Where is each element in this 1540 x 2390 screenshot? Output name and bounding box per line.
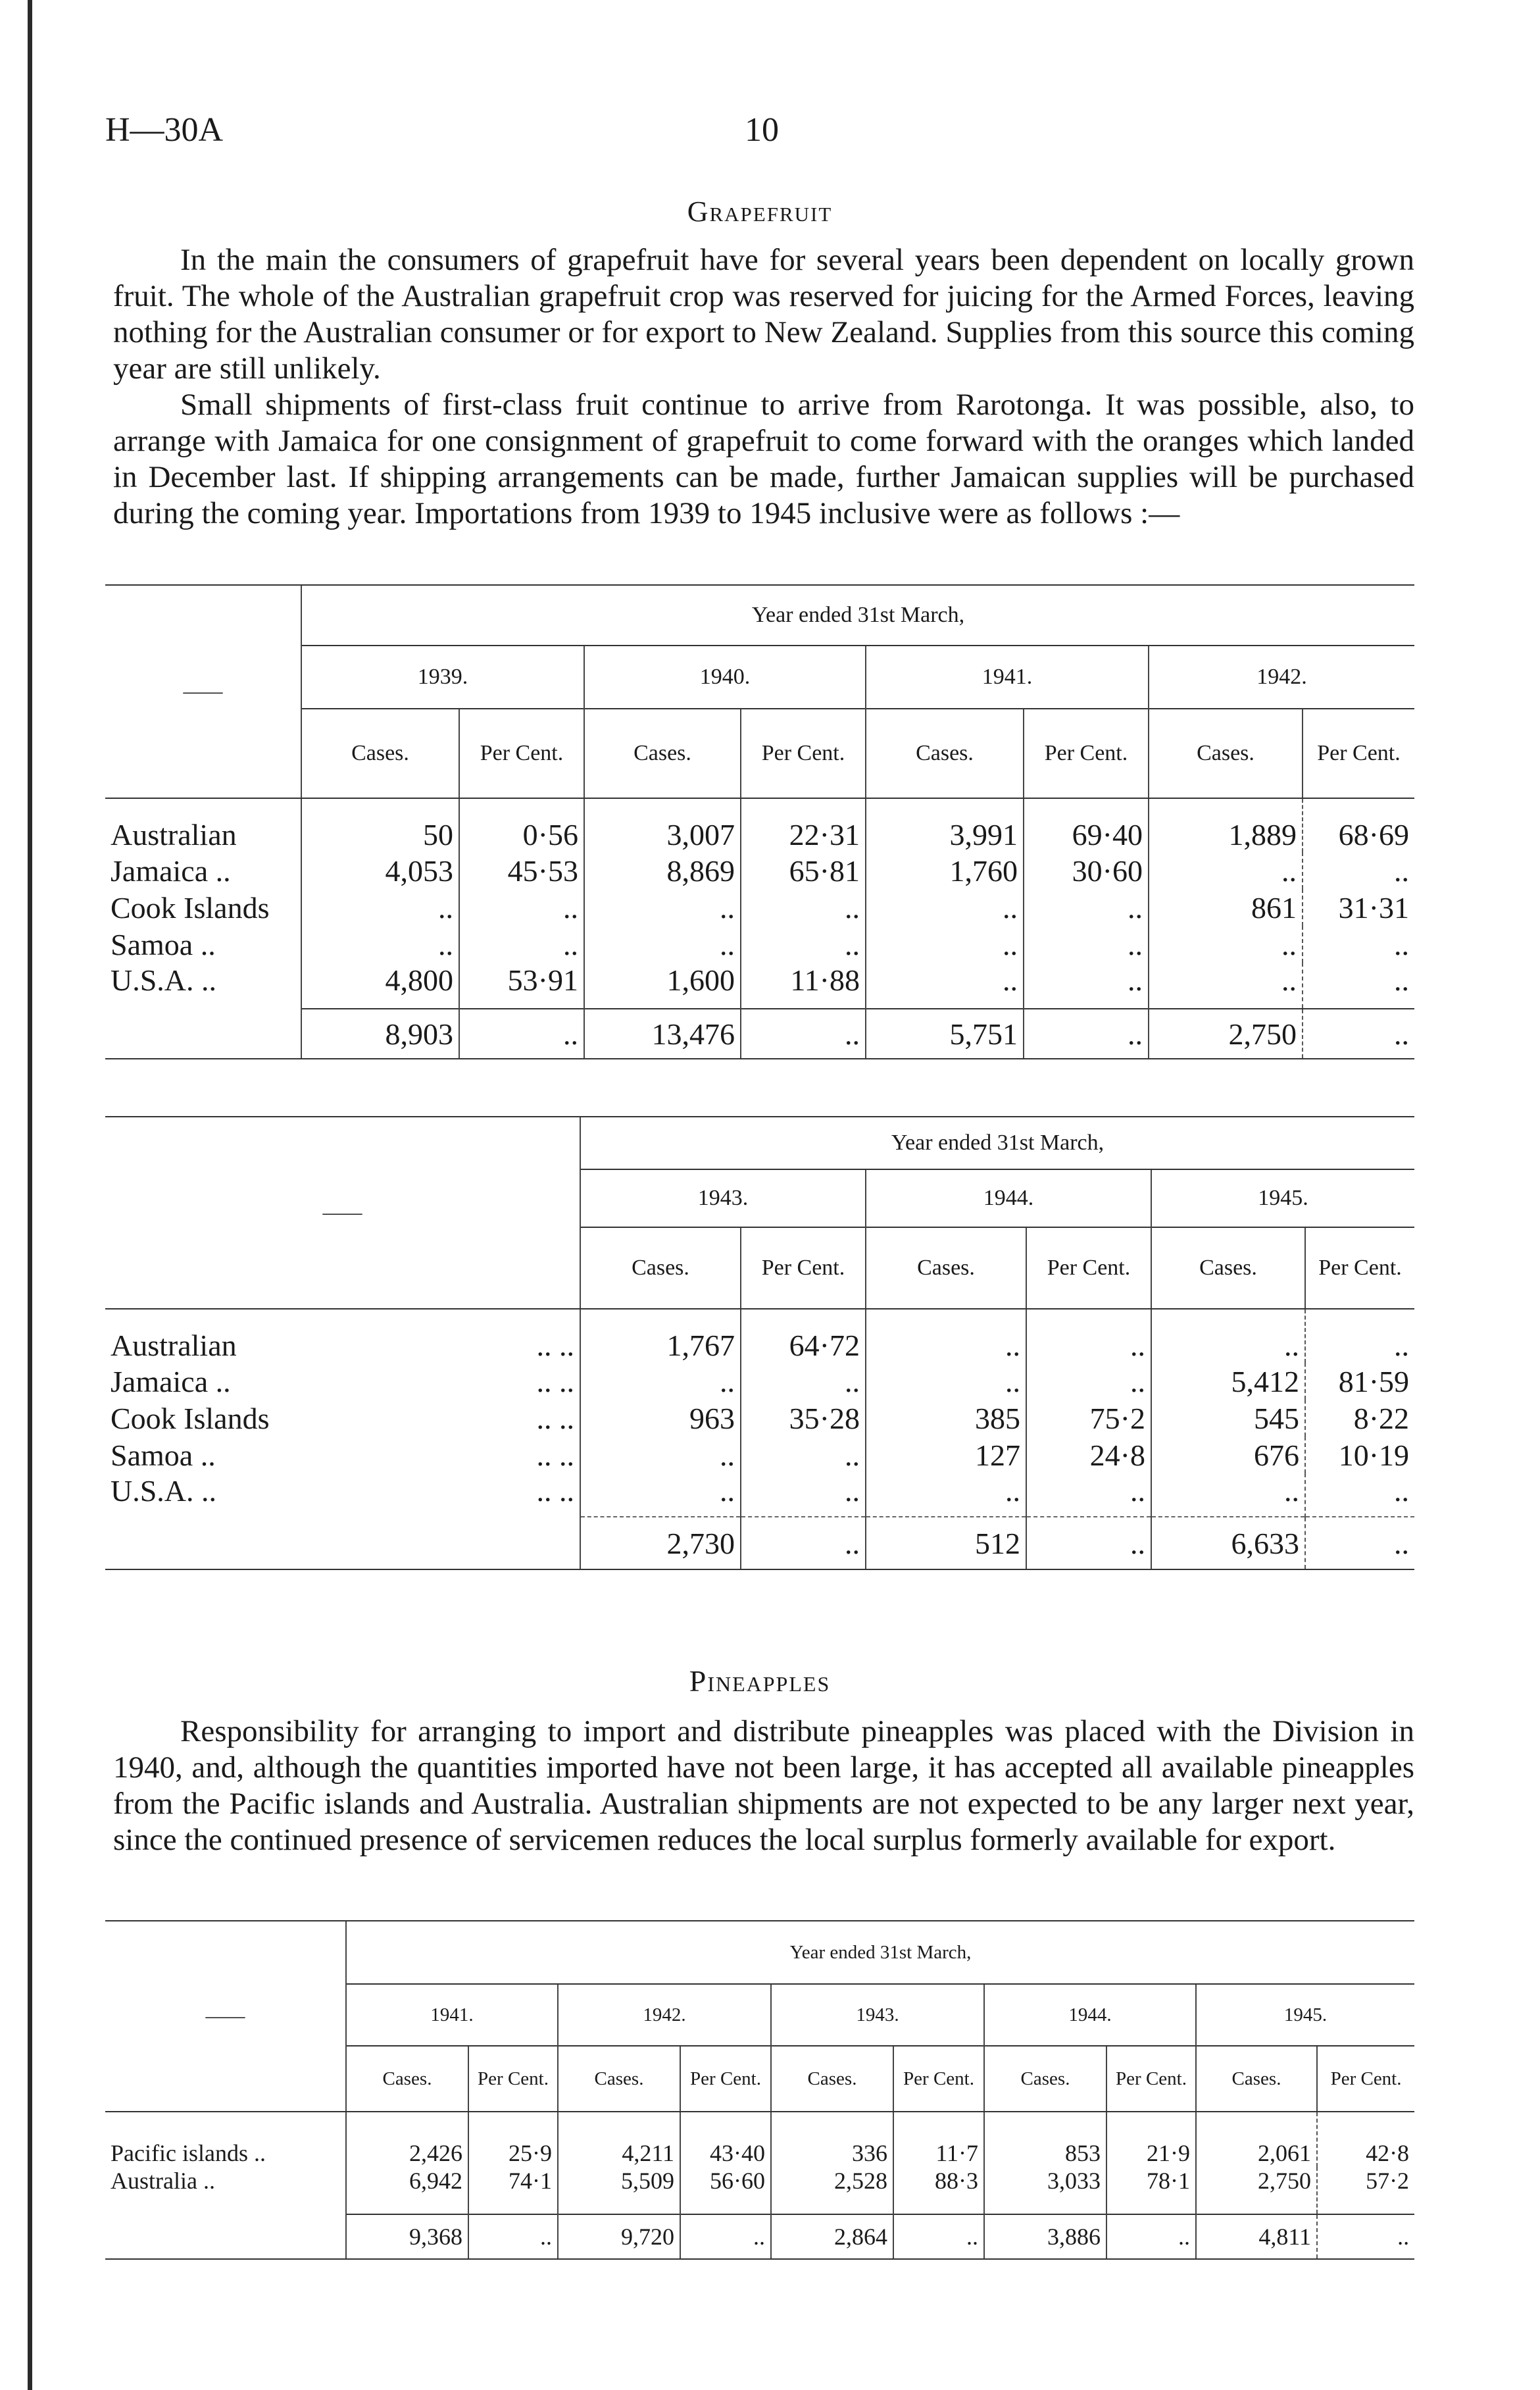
table-cell: 963 bbox=[580, 1400, 741, 1437]
table2-percent-header: Per Cent. bbox=[1305, 1227, 1414, 1309]
table3-percent-header: Per Cent. bbox=[1106, 2046, 1196, 2112]
total-cell: 2,730 bbox=[580, 1517, 741, 1569]
row-label-cell bbox=[105, 1309, 580, 1363]
table-cell: 43·40 bbox=[680, 2112, 771, 2167]
table-cell: 88·3 bbox=[893, 2167, 984, 2214]
table3-cases-header: Cases. bbox=[346, 2046, 468, 2112]
table-cell: .. bbox=[1024, 889, 1149, 926]
table3-cases-header: Cases. bbox=[558, 2046, 680, 2112]
pineapples-heading bbox=[105, 1664, 1414, 1698]
table-cell: 1,767 bbox=[580, 1309, 741, 1363]
table-row bbox=[105, 2167, 1414, 2214]
table-cell: .. bbox=[1305, 1473, 1414, 1517]
table3-year-heading: Year ended 31st March, bbox=[346, 1921, 1414, 1984]
table-cell: .. bbox=[1151, 1309, 1305, 1363]
total-cell: 4,811 bbox=[1196, 2214, 1317, 2259]
total-cell: .. bbox=[741, 1517, 866, 1569]
grapefruit-text bbox=[113, 242, 1414, 532]
total-cell: .. bbox=[741, 1009, 866, 1059]
table-cell: 24·8 bbox=[1026, 1437, 1151, 1473]
table-cell: 78·1 bbox=[1106, 2167, 1196, 2214]
table1-cases-header: Cases. bbox=[301, 709, 459, 798]
table-cell: .. bbox=[1024, 963, 1149, 1009]
table-cell: 64·72 bbox=[741, 1309, 866, 1363]
table-cell: 127 bbox=[866, 1437, 1026, 1473]
pineapples-paragraph-1: Responsibility for arranging to import and distribute pineapples was placed with the Division in 1940, and, although the quantities imported have not been large, it has accepted all available pineapples from the Pacific islands and Australia. Australian shipments are not expected to be any larger next year, since the continued presence of servicemen reduces the local surplus formerly available for export. bbox=[113, 1714, 1414, 1857]
row-label: Jamaica .. bbox=[111, 853, 231, 888]
table1-percent-header: Per Cent. bbox=[459, 709, 584, 798]
table-cell: 31·31 bbox=[1303, 889, 1414, 926]
row-label: Australian bbox=[111, 1329, 237, 1362]
table-cell: 21·9 bbox=[1106, 2112, 1196, 2167]
row-label: Samoa .. bbox=[111, 927, 216, 961]
table3-year: 1941. bbox=[346, 1984, 558, 2046]
table2-year-heading: Year ended 31st March, bbox=[580, 1117, 1414, 1169]
table-cell: 57·2 bbox=[1317, 2167, 1414, 2214]
table2-year: 1944. bbox=[866, 1169, 1151, 1227]
table2-year: 1943. bbox=[580, 1169, 866, 1227]
table-cell: .. bbox=[301, 889, 459, 926]
table-cell: .. bbox=[1303, 963, 1414, 1009]
table-cell: 385 bbox=[866, 1400, 1026, 1437]
table-cell: 4,211 bbox=[558, 2112, 680, 2167]
table-cell: 56·60 bbox=[680, 2167, 771, 2214]
table-cell: .. bbox=[301, 926, 459, 963]
grapefruit-table-1939-1942 bbox=[105, 584, 1414, 1059]
grapefruit-paragraph-2: Small shipments of first-class fruit continue to arrive from Rarotonga. It was possible, also, to arrange with Jamaica for one consignment of grapefruit to come forward with the oranges which landed in December last. If shipping arrangements can be made, further Jamaican supplies will be purchased during the coming year. Importations from 1939 to 1945 inclusive were as follows :— bbox=[113, 388, 1414, 530]
table-row bbox=[105, 1363, 1414, 1400]
total-cell: .. bbox=[1024, 1009, 1149, 1059]
grapefruit-paragraph-1: In the main the consumers of grapefruit have for several years been dependent on locally grown fruit. The whole of the Australian grapefruit crop was reserved for juicing for the Armed Forces, leaving nothing for the Australian consumer or for export to New Zealand. Supplies from this source this coming year are still unlikely. bbox=[113, 243, 1414, 386]
table3-percent-header: Per Cent. bbox=[468, 2046, 558, 2112]
row-label: Jamaica .. bbox=[111, 1364, 231, 1398]
table-cell: .. bbox=[1026, 1309, 1151, 1363]
table-cell: 2,061 bbox=[1196, 2112, 1317, 2167]
row-leader: .. .. bbox=[536, 1364, 574, 1398]
total-cell: .. bbox=[1303, 1009, 1414, 1059]
grapefruit-heading-text: Grapefruit bbox=[687, 195, 833, 228]
table2-stub: —— bbox=[105, 1117, 580, 1309]
row-label: Samoa .. bbox=[111, 1438, 216, 1472]
pineapples-table-1941-1945 bbox=[105, 1920, 1414, 2260]
table-cell: 68·69 bbox=[1303, 798, 1414, 852]
totals-row bbox=[105, 1517, 1414, 1569]
table-cell: 1,760 bbox=[866, 852, 1024, 889]
running-head bbox=[105, 111, 1414, 157]
table-cell: 4,053 bbox=[301, 852, 459, 889]
table-cell: .. bbox=[741, 1363, 866, 1400]
totals-stub bbox=[105, 1009, 301, 1059]
table-cell: 4,800 bbox=[301, 963, 459, 1009]
table1-cases-header: Cases. bbox=[1149, 709, 1303, 798]
table-cell: 25·9 bbox=[468, 2112, 558, 2167]
total-cell: 8,903 bbox=[301, 1009, 459, 1059]
table2-percent-header: Per Cent. bbox=[741, 1227, 866, 1309]
table-cell: .. bbox=[1149, 926, 1303, 963]
table-cell: 5,412 bbox=[1151, 1363, 1305, 1400]
total-cell: .. bbox=[1106, 2214, 1196, 2259]
row-label: Pacific islands .. bbox=[111, 2140, 266, 2166]
table1-year: 1942. bbox=[1149, 646, 1414, 709]
table1-percent-header: Per Cent. bbox=[1303, 709, 1414, 798]
table3-year: 1945. bbox=[1196, 1984, 1414, 2046]
table3-stub: —— bbox=[105, 1921, 346, 2112]
total-cell: .. bbox=[680, 2214, 771, 2259]
row-label: Australia .. bbox=[111, 2168, 215, 2194]
table-cell: 50 bbox=[301, 798, 459, 852]
totals-stub bbox=[105, 2214, 346, 2259]
table-cell: 1,889 bbox=[1149, 798, 1303, 852]
table1-percent-header: Per Cent. bbox=[1024, 709, 1149, 798]
grapefruit-heading bbox=[105, 195, 1414, 228]
table-cell: .. bbox=[1026, 1473, 1151, 1517]
total-cell: .. bbox=[459, 1009, 584, 1059]
table-cell: 3,991 bbox=[866, 798, 1024, 852]
table-cell: .. bbox=[1151, 1473, 1305, 1517]
table-cell: .. bbox=[1149, 852, 1303, 889]
table-cell: 8,869 bbox=[584, 852, 741, 889]
table-cell: .. bbox=[1303, 926, 1414, 963]
table1-year: 1941. bbox=[866, 646, 1149, 709]
row-leader: .. .. bbox=[536, 1401, 574, 1435]
table3-cases-header: Cases. bbox=[984, 2046, 1106, 2112]
page-edge-rule bbox=[28, 0, 32, 2390]
table-cell: 74·1 bbox=[468, 2167, 558, 2214]
table-cell: 861 bbox=[1149, 889, 1303, 926]
row-label: Cook Islands bbox=[111, 890, 270, 925]
total-cell: 13,476 bbox=[584, 1009, 741, 1059]
table3-year: 1943. bbox=[771, 1984, 984, 2046]
document-code: H—30A bbox=[105, 111, 224, 149]
row-label: Cook Islands bbox=[111, 1401, 270, 1435]
table-cell: 11·7 bbox=[893, 2112, 984, 2167]
table1-cases-header: Cases. bbox=[866, 709, 1024, 798]
total-cell: 9,368 bbox=[346, 2214, 468, 2259]
total-cell: .. bbox=[1317, 2214, 1414, 2259]
table-cell: 10·19 bbox=[1305, 1437, 1414, 1473]
table-cell: .. bbox=[866, 889, 1024, 926]
table-cell: .. bbox=[1024, 926, 1149, 963]
table1-year-heading: Year ended 31st March, bbox=[301, 585, 1414, 646]
table-cell: 65·81 bbox=[741, 852, 866, 889]
pineapples-heading-text: Pineapples bbox=[689, 1664, 831, 1698]
total-cell: .. bbox=[1026, 1517, 1151, 1569]
table-cell: .. bbox=[1305, 1309, 1414, 1363]
table-cell: .. bbox=[866, 1473, 1026, 1517]
table-cell: 75·2 bbox=[1026, 1400, 1151, 1437]
table-cell: 45·53 bbox=[459, 852, 584, 889]
table-cell: 853 bbox=[984, 2112, 1106, 2167]
total-cell: 2,864 bbox=[771, 2214, 893, 2259]
table-cell: 6,942 bbox=[346, 2167, 468, 2214]
table-cell: 2,426 bbox=[346, 2112, 468, 2167]
table2-cases-header: Cases. bbox=[1151, 1227, 1305, 1309]
totals-stub bbox=[105, 1517, 580, 1569]
totals-row bbox=[105, 1009, 1414, 1059]
table-cell: .. bbox=[866, 1363, 1026, 1400]
table-cell: 2,750 bbox=[1196, 2167, 1317, 2214]
table1-year: 1940. bbox=[584, 646, 866, 709]
table-cell: 22·31 bbox=[741, 798, 866, 852]
table-cell: .. bbox=[866, 1309, 1026, 1363]
table-cell: 5,509 bbox=[558, 2167, 680, 2214]
table-cell: 3,033 bbox=[984, 2167, 1106, 2214]
table2-percent-header: Per Cent. bbox=[1026, 1227, 1151, 1309]
table3-year: 1944. bbox=[984, 1984, 1196, 2046]
table-cell: .. bbox=[459, 889, 584, 926]
table-cell: 53·91 bbox=[459, 963, 584, 1009]
table-cell: .. bbox=[866, 926, 1024, 963]
table3-percent-header: Per Cent. bbox=[893, 2046, 984, 2112]
total-cell: 3,886 bbox=[984, 2214, 1106, 2259]
table-cell: .. bbox=[741, 1473, 866, 1517]
table3-cases-header: Cases. bbox=[1196, 2046, 1317, 2112]
table-row bbox=[105, 926, 1414, 963]
total-cell: 5,751 bbox=[866, 1009, 1024, 1059]
table-cell: 81·59 bbox=[1305, 1363, 1414, 1400]
table-cell: .. bbox=[580, 1363, 741, 1400]
table2-year: 1945. bbox=[1151, 1169, 1414, 1227]
table-row bbox=[105, 1400, 1414, 1437]
table-row bbox=[105, 1437, 1414, 1473]
table1-percent-header: Per Cent. bbox=[741, 709, 866, 798]
total-cell: 2,750 bbox=[1149, 1009, 1303, 1059]
table-cell: .. bbox=[459, 926, 584, 963]
table1-year: 1939. bbox=[301, 646, 584, 709]
table1-cases-header: Cases. bbox=[584, 709, 741, 798]
table-cell: .. bbox=[741, 1437, 866, 1473]
table-cell: .. bbox=[580, 1473, 741, 1517]
table-cell: .. bbox=[584, 889, 741, 926]
table-cell: 3,007 bbox=[584, 798, 741, 852]
table2-cases-header: Cases. bbox=[580, 1227, 741, 1309]
table-cell: 336 bbox=[771, 2112, 893, 2167]
row-leader: .. .. bbox=[536, 1474, 574, 1508]
row-label: Australian bbox=[111, 818, 237, 852]
total-cell: .. bbox=[468, 2214, 558, 2259]
row-leader: .. .. bbox=[536, 1329, 574, 1362]
table-cell: 2,528 bbox=[771, 2167, 893, 2214]
table-cell: .. bbox=[580, 1437, 741, 1473]
row-leader: .. .. bbox=[536, 1438, 574, 1472]
table-cell: 35·28 bbox=[741, 1400, 866, 1437]
total-cell: .. bbox=[1305, 1517, 1414, 1569]
total-cell: 9,720 bbox=[558, 2214, 680, 2259]
row-label: U.S.A. .. bbox=[111, 1474, 217, 1508]
totals-row bbox=[105, 2214, 1414, 2259]
table-cell: .. bbox=[1026, 1363, 1151, 1400]
table-cell: 69·40 bbox=[1024, 798, 1149, 852]
row-label-cell bbox=[105, 1473, 580, 1517]
page-number: 10 bbox=[745, 111, 779, 149]
table-cell: .. bbox=[866, 963, 1024, 1009]
table-cell: .. bbox=[584, 926, 741, 963]
table3-cases-header: Cases. bbox=[771, 2046, 893, 2112]
table-cell: .. bbox=[741, 889, 866, 926]
table-row bbox=[105, 2112, 1414, 2167]
table-cell: .. bbox=[741, 926, 866, 963]
total-cell: .. bbox=[893, 2214, 984, 2259]
total-cell: 6,633 bbox=[1151, 1517, 1305, 1569]
table-cell: 676 bbox=[1151, 1437, 1305, 1473]
row-label-cell bbox=[105, 1437, 580, 1473]
table-cell: 11·88 bbox=[741, 963, 866, 1009]
table-row bbox=[105, 1309, 1414, 1363]
table-row bbox=[105, 852, 1414, 889]
table-cell: 8·22 bbox=[1305, 1400, 1414, 1437]
pineapples-text bbox=[113, 1714, 1414, 1858]
table3-percent-header: Per Cent. bbox=[1317, 2046, 1414, 2112]
table-row bbox=[105, 798, 1414, 852]
table3-percent-header: Per Cent. bbox=[680, 2046, 771, 2112]
row-label-cell bbox=[105, 1400, 580, 1437]
table-cell: .. bbox=[1303, 852, 1414, 889]
table-cell: 1,600 bbox=[584, 963, 741, 1009]
row-label: U.S.A. .. bbox=[111, 963, 217, 997]
table-cell: 0·56 bbox=[459, 798, 584, 852]
table-cell: .. bbox=[1149, 963, 1303, 1009]
table-cell: 42·8 bbox=[1317, 2112, 1414, 2167]
table-row bbox=[105, 889, 1414, 926]
table-cell: 545 bbox=[1151, 1400, 1305, 1437]
grapefruit-table-1943-1945 bbox=[105, 1116, 1414, 1570]
table1-stub: —— bbox=[105, 585, 301, 798]
table3-year: 1942. bbox=[558, 1984, 771, 2046]
table-row bbox=[105, 963, 1414, 1009]
table-row bbox=[105, 1473, 1414, 1517]
row-label-cell bbox=[105, 1363, 580, 1400]
table-cell: 30·60 bbox=[1024, 852, 1149, 889]
table2-cases-header: Cases. bbox=[866, 1227, 1026, 1309]
total-cell: 512 bbox=[866, 1517, 1026, 1569]
